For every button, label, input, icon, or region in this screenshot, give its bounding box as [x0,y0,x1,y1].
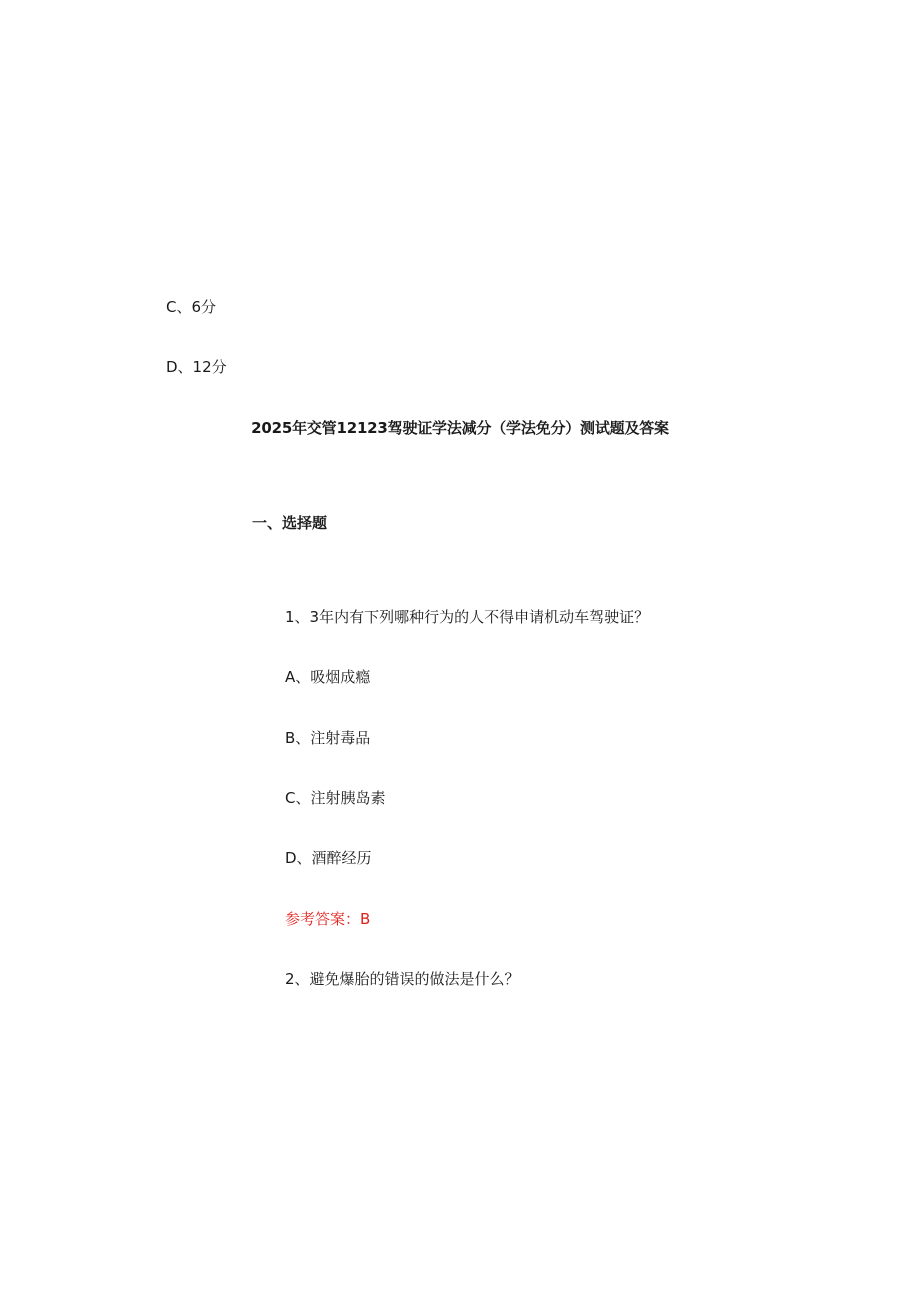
document-title: 2025年交管12123驾驶证学法减分（学法免分）测试题及答案 [251,419,669,437]
prev-option-c: C、6分 [166,298,217,316]
question-1-option-d: D、酒醉经历 [285,849,372,867]
section-heading: 一、选择题 [252,514,328,532]
question-1-option-c: C、注射胰岛素 [285,789,386,807]
question-2: 2、避免爆胎的错误的做法是什么？ [285,970,520,988]
prev-option-d: D、12分 [166,358,227,376]
question-1-answer: 参考答案：B [285,910,371,928]
question-1-option-b: B、注射毒品 [285,729,371,747]
question-1-option-a: A、吸烟成瘾 [285,668,371,686]
question-1: 1、3年内有下列哪种行为的人不得申请机动车驾驶证？ [285,608,650,626]
